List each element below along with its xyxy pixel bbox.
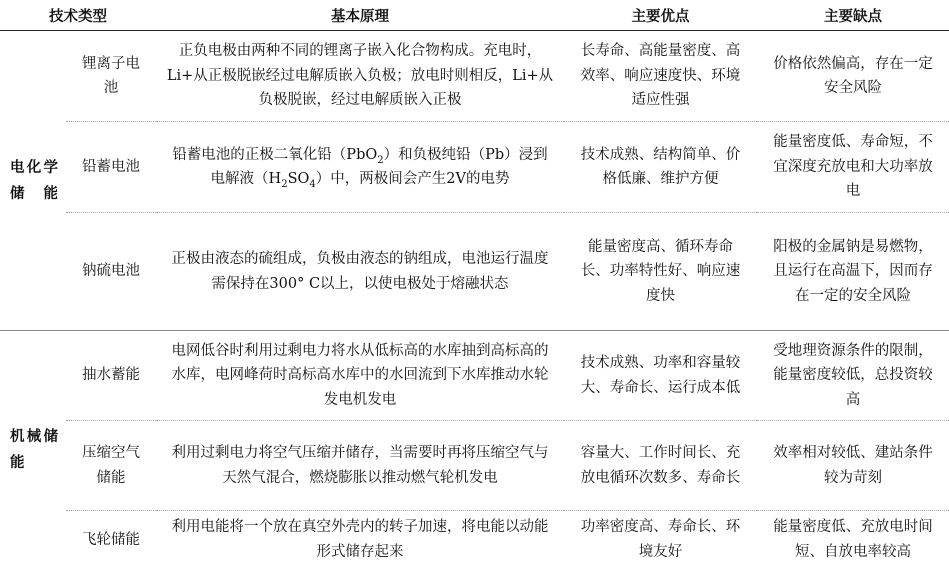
tech-principle: 利用过剩电力将空气压缩并储存，当需要时再将压缩空气与天然气混合，燃烧膨胀以推动燃气轮机发电 [156,421,564,511]
tech-name: 钠硫电池 [66,213,156,331]
tech-advantages: 容量大、工作时间长、充放电循环次数多、寿命长 [564,421,757,511]
tech-principle: 正负电极由两种不同的锂离子嵌入化合物构成。充电时，Li+从正极脱嵌经过电解质嵌入负极；放电时则相反，Li+从负极脱嵌，经过电解质嵌入正极 [156,31,564,122]
principle-text: ）和负极纯铅（Pb）浸到电解液（H [210,146,548,187]
tech-advantages: 能量密度高、循环寿命长、功率特性好、响应速度快 [564,213,757,331]
header-principle: 基本原理 [156,0,564,31]
tech-disadvantages: 价格依然偏高，存在一定安全风险 [757,31,949,122]
principle-text: SO [287,171,310,187]
table-row [0,213,949,331]
group-mechanical: 机械储能 [10,427,58,471]
tech-disadvantages: 效率相对较低、建站条件较为苛刻 [757,421,949,511]
table-row [0,331,949,421]
tech-principle: 电网低谷时利用过剩电力将水从低标高的水库抽到高标高的水库，电网峰荷时高标高水库中的水回流到下水库推动水轮发电机发电 [156,331,564,421]
subscript: 2 [281,178,288,190]
table-row [0,122,949,213]
tech-disadvantages: 阳极的金属钠是易燃物，且运行在高温下，因而存在一定的安全风险 [757,213,949,331]
tech-disadvantages: 受地理资源条件的限制，能量密度较低，总投资较高 [757,331,949,421]
table-row [0,31,949,122]
tech-advantages: 技术成熟、功率和容量较大、寿命长、运行成本低 [564,331,757,421]
tech-principle: 正极由液态的硫组成，负极由液态的钠组成，电池运行温度需保持在300° C以上，以使电极处于熔融状态 [156,213,564,331]
header-tech-type: 技术类型 [0,0,156,31]
principle-text: ）中，两极间会产生2V的电势 [315,171,510,187]
header-advantages: 主要优点 [564,0,757,31]
subscript: 2 [377,154,384,166]
tech-name: 锂离子电池 [66,31,156,122]
tech-disadvantages: 能量密度低、寿命短，不宜深度充放电和大功率放电 [757,122,949,213]
tech-principle: 利用电能将一个放在真空外壳内的转子加速，将电能以动能形式储存起来 [171,519,549,560]
tech-name: 压缩空气储能 [66,421,156,511]
tech-advantages: 技术成熟、结构简单、价格低廉、维护方便 [564,122,757,213]
tech-name: 飞轮储能 [82,531,140,548]
tech-name: 铅蓄电池 [66,122,156,213]
tech-advantages: 长寿命、高能量密度、高效率、响应速度快、环境适应性强 [564,31,757,122]
header-row [0,0,949,31]
header-disadvantages: 主要缺点 [757,0,949,31]
group-electrochemical: 电化学储能 [0,31,66,331]
tech-principle [156,122,564,213]
table-row [0,511,949,569]
tech-name: 抽水蓄能 [66,331,156,421]
principle-text: 铅蓄电池的正极二氧化铅（PbO [172,146,378,163]
subscript: 4 [309,178,316,190]
table-row [0,421,949,511]
tech-advantages: 功率密度高、寿命长、环境友好 [580,519,741,560]
tech-disadvantages: 能量密度低、充放电时间短、自放电率较高 [773,519,933,560]
